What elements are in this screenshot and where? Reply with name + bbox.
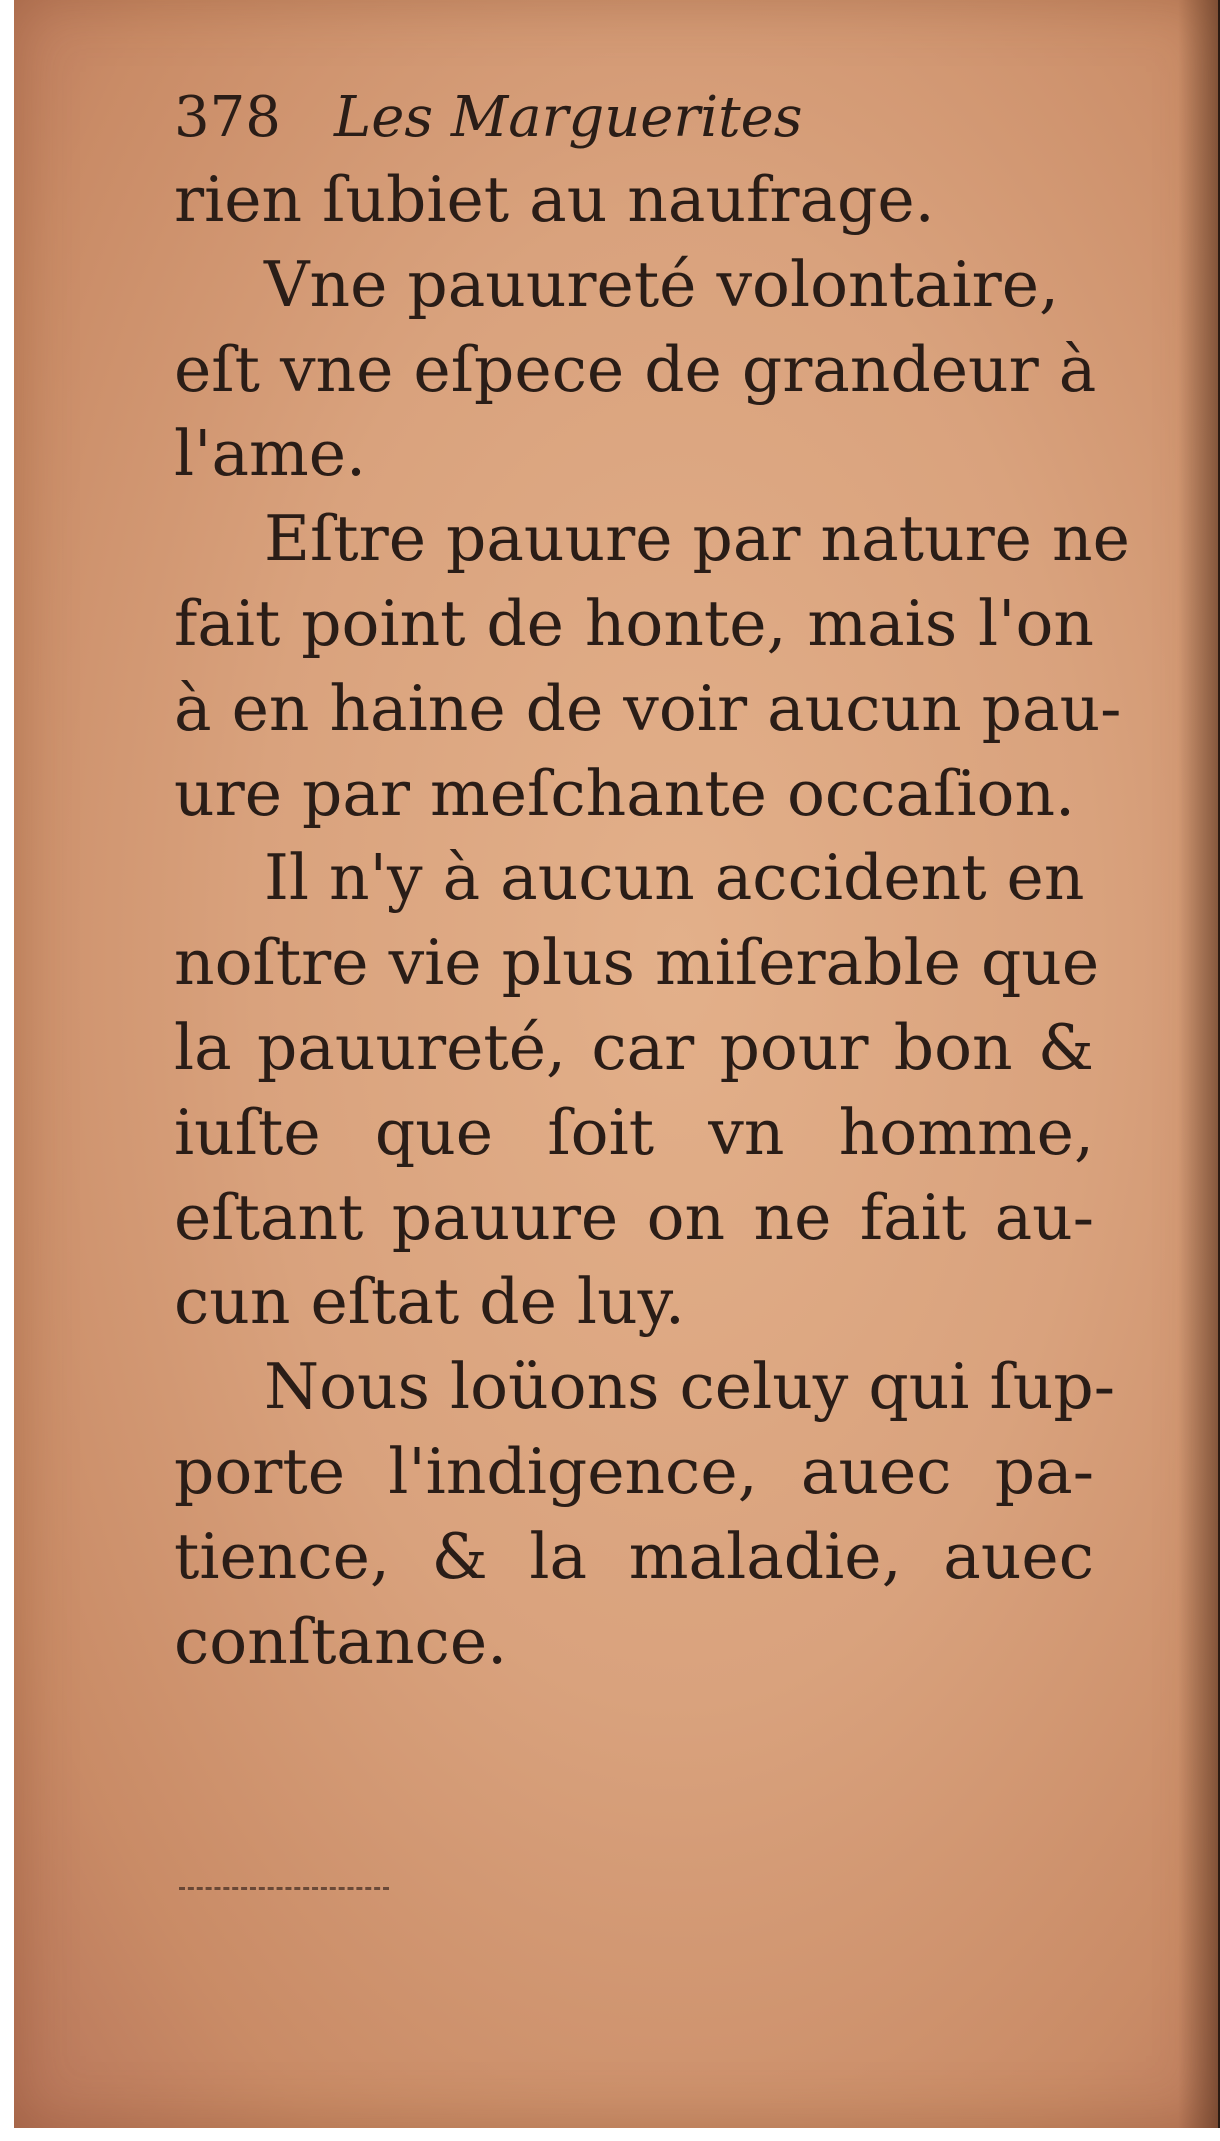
page-number: 378 (174, 85, 281, 150)
text-line: rien ſubiet au naufrage. (174, 163, 935, 236)
text-line: Il n'y à aucun accident en (264, 841, 1085, 915)
text-line: eſtant pauure on ne fait au- (174, 1180, 1094, 1254)
text-line: noſtre vie plus miſerable que (174, 926, 1100, 1000)
text-line: Nous loüons celuy qui ſup- (264, 1350, 1115, 1424)
text-line: porte l'indigence, auec pa- (174, 1434, 1094, 1508)
text-line: conſtance. (174, 1604, 508, 1678)
ornamental-rule (179, 1887, 389, 1890)
text-line: cun eſtat de luy. (174, 1265, 685, 1339)
text-line: l'ame. (174, 417, 367, 491)
text-line: la pauureté, car pour bon & (174, 1010, 1094, 1084)
text-line: iuſte que ſoit vn homme, (174, 1095, 1094, 1169)
text-line: fait point de honte, mais l'on (174, 586, 1094, 660)
page-header (174, 78, 1094, 158)
text-line: tience, & la maladie, auec (174, 1519, 1094, 1593)
body-text (174, 158, 1130, 1684)
text-line: ure par meſchante occaſion. (174, 756, 1076, 830)
text-line: à en haine de voir aucun pau- (174, 671, 1122, 745)
text-line: Vne pauureté volontaire, (264, 247, 1060, 321)
book-page (14, 0, 1220, 2128)
page-text (174, 78, 1130, 1684)
text-line: eſt vne eſpece de grandeur à (174, 332, 1097, 406)
text-line: Eſtre pauure par nature ne (264, 502, 1130, 576)
running-title: Les Marguerites (334, 85, 803, 150)
